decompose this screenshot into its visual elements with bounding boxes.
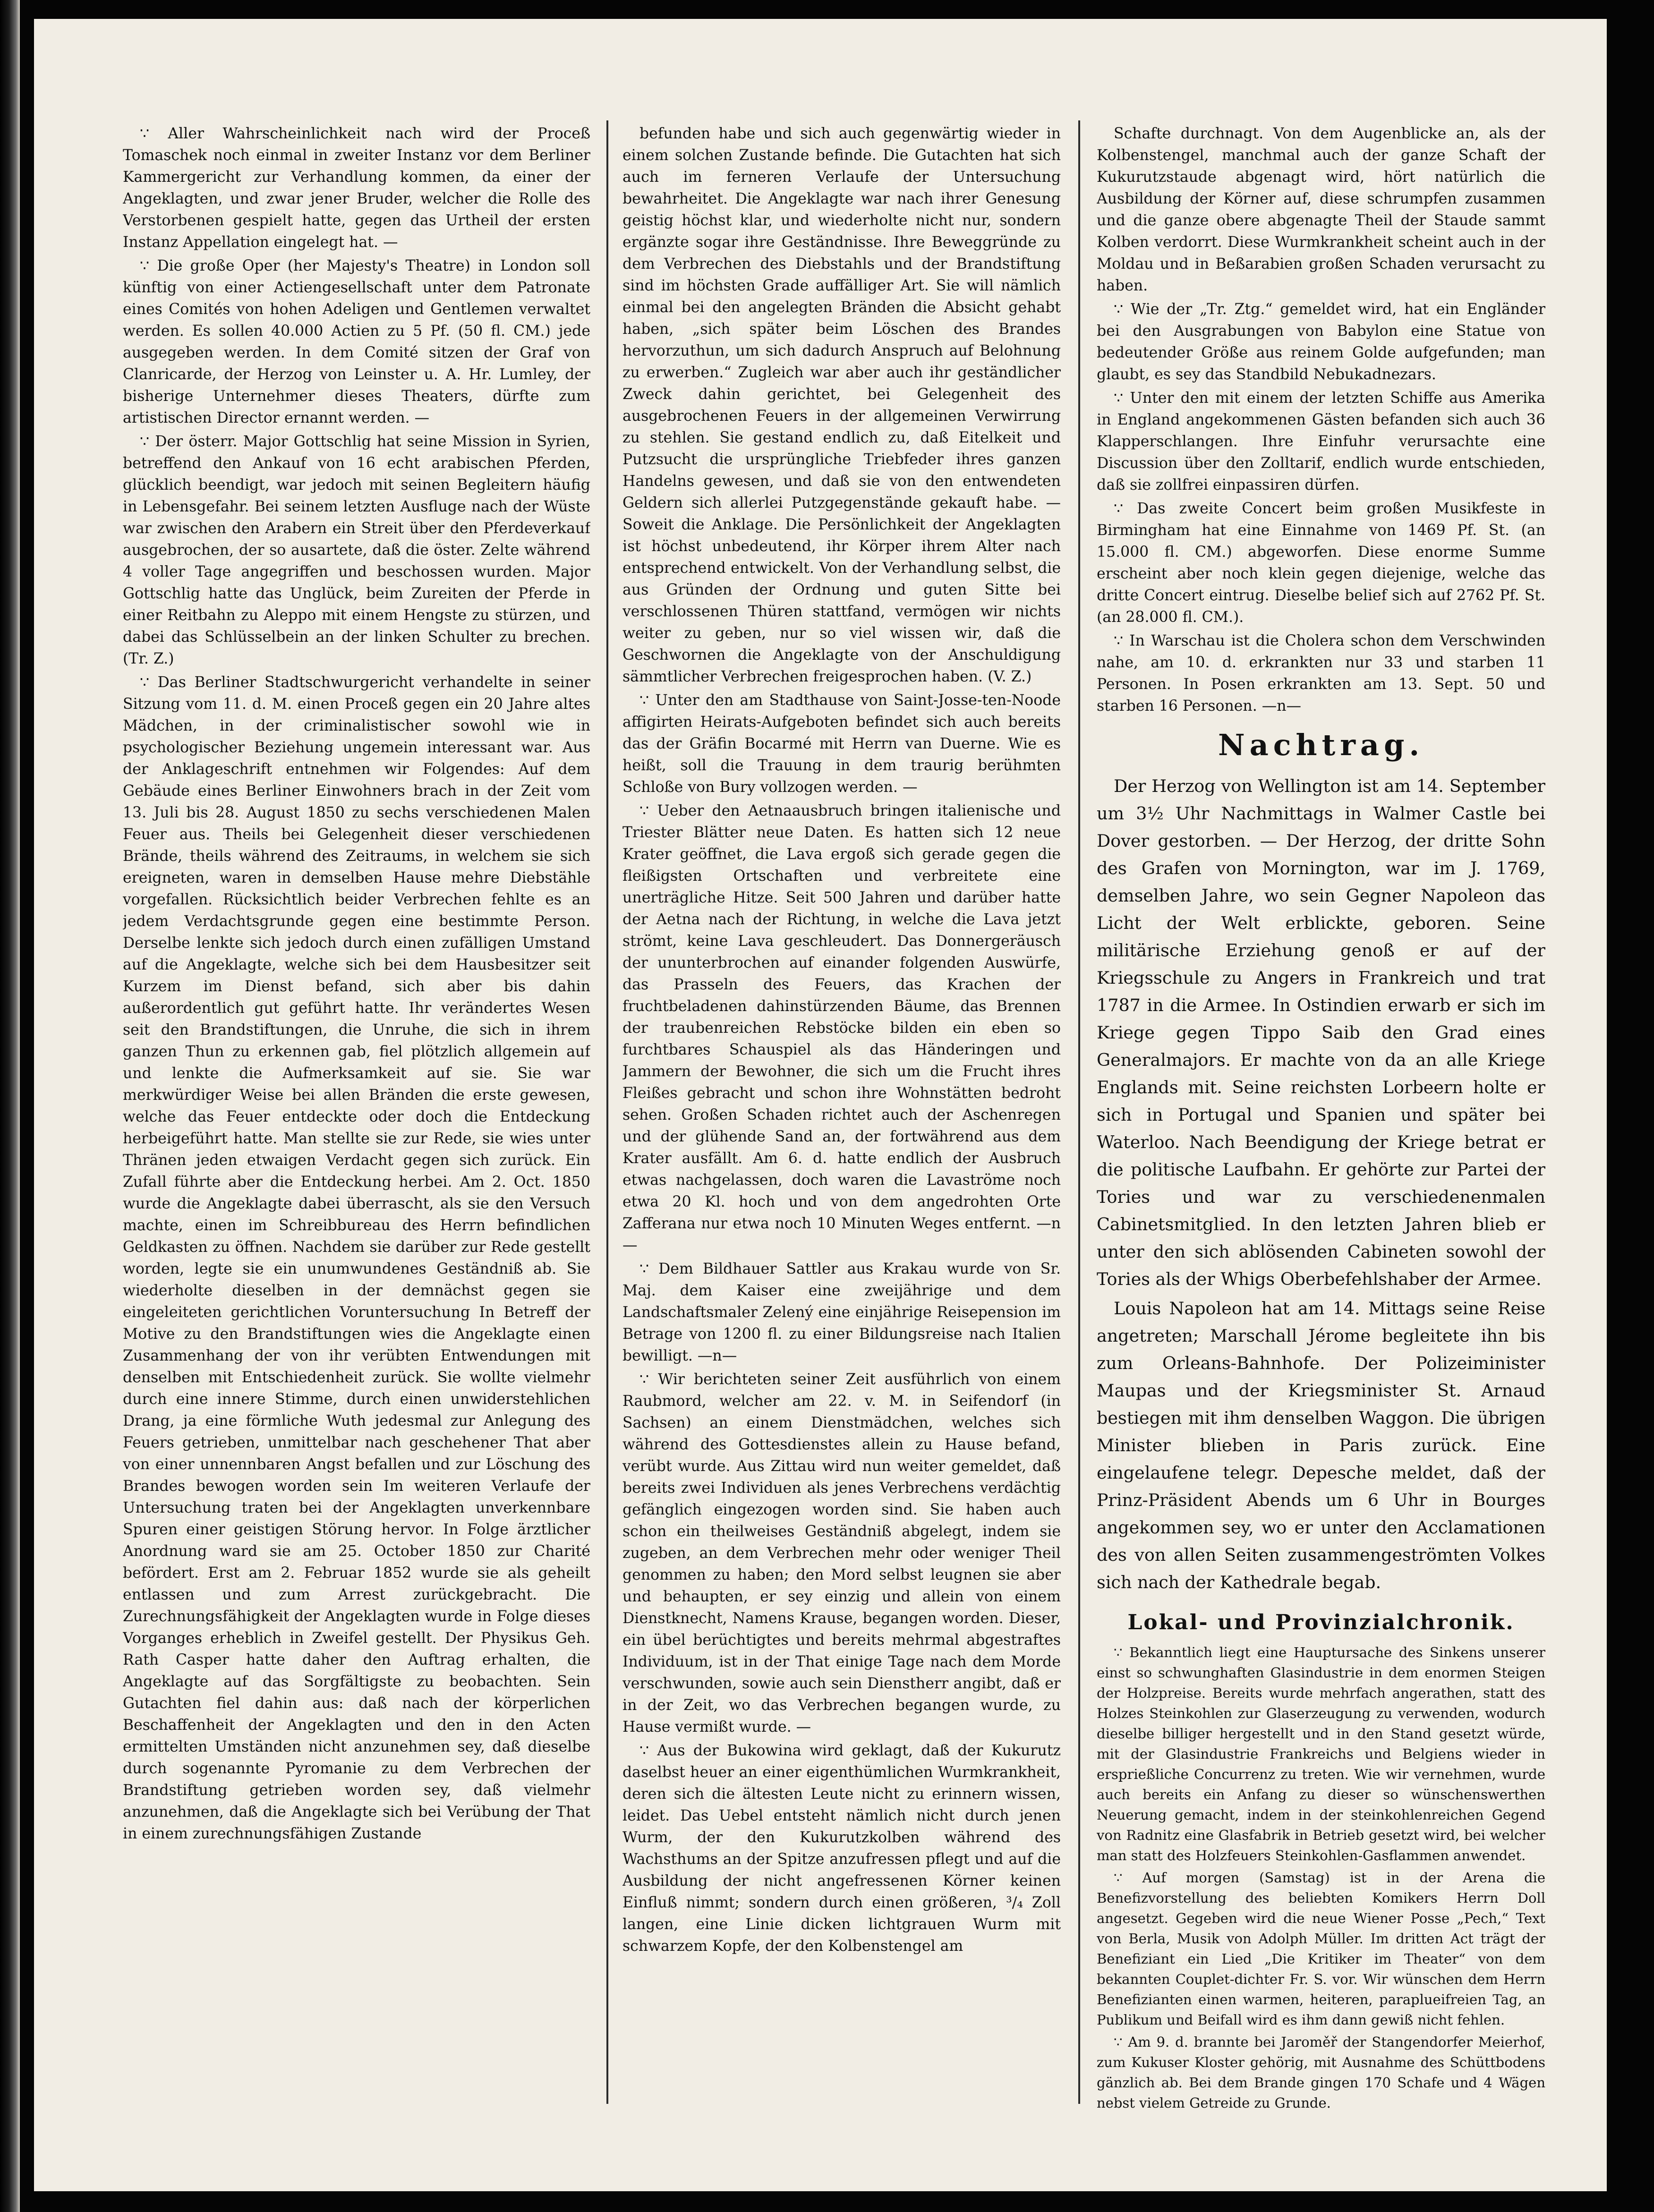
- nachtrag-section: [1097, 773, 1545, 1596]
- article-louis-napoleon: Louis Napoleon hat am 14. Mittags seine Reise angetreten; Marschall Jérome begleitete ihn bis zum Orleans-Bahnhofe. Der Polizeiminister Maupas und der Kriegsminister St. Arnaud bestiegen mit ihm denselben Waggon. Die übrigen Minister blieben in Paris zurück. Eine eingelaufene telegr. Depesche meldet, daß der Prinz-Präsident Abends um 6 Uhr in Bourges angekommen sey, wo er unter den Acclamationen des von allen Seiten zusammengeströmten Volkes sich nach der Kathedrale begab.: [1097, 1298, 1545, 1592]
- article-wellington: Der Herzog von Wellington ist am 14. September um 3½ Uhr Nachmittags in Walmer Castle bei Dover gestorben. — Der Herzog, der dritte Sohn des Grafen von Mornington, war im J. 1769, demselben Jahre, wo sein Gegner Napoleon das Licht der Welt erblickte, geboren. Seine militärische Erziehung genoß er auf der Kriegsschule zu Angers in Frankreich und trat 1787 in die Armee. In Ostindien erwarb er sich im Kriege gegen Tippo Saib den Grad eines Generalmajors. Er machte von da an alle Kriege Englands mit. Seine reichsten Lorbeern holte er sich in Portugal und Spanien und später bei Waterloo. Nach Beendigung der Kriege betrat er die politische Laufbahn. Er gehörte zur Partei der Tories und war zu verschiedenenmalen Cabinetsmitglied. In den letzten Jahren blieb er unter den sich ablösenden Cabineten sowohl der Tories als der Whigs Oberbefehlshaber der Armee.: [1097, 776, 1545, 1289]
- article-bukowina-cont: Schafte durchnagt. Von dem Augenblicke an, als der Kolbenstengel, manchmal auch der ganze Schaft der Kukurutzstaude abgenagt wird, hört natürlich die Ausbildung der Körner auf, diese schrumpfen zusammen und die ganze obere abgenagte Theil der Staude sammt Kolben verdorrt. Diese Wurmkrankheit scheint auch in der Moldau und in Beßarabien großen Schaden verursacht zu haben.: [1097, 125, 1545, 294]
- article-arena-doll: ∵ Auf morgen (Samstag) ist in der Arena die Benefizvorstellung des beliebten Komikers Herrn Doll angesetzt. Gegeben wird die neue Wiener Posse „Pech,“ Text von Berla, Musik von Adolph Müller. Im dritten Act trägt der Benefiziant ein Lied „Die Kritiker im Theater“ von dem bekannten Couplet-dichter Fr. S. vor. Wir wünschen dem Herrn Benefizianten einen warmen, heiteren, paraplueifreien Tag, an Publikum und Beifall wird es ihm dann gewiß nicht fehlen.: [1097, 1870, 1545, 2028]
- lokal-heading: Lokal- und Provinzialchronik.: [1127, 1610, 1515, 1634]
- page-fold-shadow: [0, 0, 20, 2212]
- article-aetna: ∵ Ueber den Aetnaausbruch bringen italienische und Triester Blätter neue Daten. Es hatten sich 12 neue Krater geöffnet, die Lava ergoß sich gerade gegen die fleißigsten Ortschaften und verbreitete eine unerträgliche Hitze. Seit 500 Jahren und darüber hatte der Aetna nach der Richtung, in welche die Lava jetzt strömt, keine Lava geschleudert. Das Donnergeräusch der ununterbrochen auf einander folgenden Auswürfe, das Prasseln des Feuers, das Krachen der fruchtbeladenen dahinstürzenden Bäume, das Brennen der traubenreichen Rebstöcke bilden ein eben so furchtbares Schauspiel als das Händeringen und Jammern der Bewohner, die sich um die Frucht ihres Fleißes gebracht und schon ihre Wohnstätten bedroht sehen. Großen Schaden richtet auch der Aschenregen und der glühende Sand an, der fortwährend aus dem Krater ausfällt. Am 6. d. hatte endlich der Ausbruch etwas nachgelassen, doch waren die Lavaströme noch etwa 20 Kl. hoch und von dem angedrohten Orte Zafferana nur etwa noch 10 Minuten Weges entfernt. —n—: [622, 802, 1061, 1254]
- column-2: [622, 123, 1061, 2139]
- nachtrag-heading: Nachtrag.: [1218, 728, 1424, 762]
- article-berlin-court-cont: befunden habe und sich auch gegenwärtig wieder in einem solchen Zustande befinde. Die Gutachten hat sich auch im ferneren Verlaufe der Untersuchung bewahrheitet. Die Angeklagte war nach ihrer Genesung geistig höchst klar, und wiederholte nicht nur, sondern ergänzte sogar ihre Geständnisse. Ihre Beweggründe zu dem Verbrechen des Diebstahls und der Brandstiftung sind im höchsten Grade auffälliger Art. Sie will nämlich einmal bei den angelegten Bränden die Absicht gehabt haben, „sich später beim Löschen des Brandes hervorzuthun, um sich dadurch Anspruch auf Belohnung zu erwerben.“ Zugleich war aber auch ihr geständlicher Zweck dahin gerichtet, bei Gelegenheit des ausgebrochenen Feuers in der allgemeinen Verwirrung zu stehlen. Sie gestand endlich zu, daß Eitelkeit und Putzsucht die ursprüngliche Triebfeder ihres ganzen Handelns gewesen, und daß sie von den entwendeten Geldern sich allerlei Putzgegenstände gekauft habe. — Soweit die Anklage. Die Persönlichkeit der Angeklagten ist höchst unbedeutend, ihr Körper ihrem Alter nach entsprechend entwickelt. Von der Verhandlung selbst, die aus Gründen der Ordnung und guten Sitte bei verschlossenen Thüren stattfand, vermögen wir nichts weiter zu geben, nur so viel wissen wir, daß die Geschwornen die Angeklagte von der Anschuldigung sämmtlicher Verbrechen freigesprochen haben. (V. Z.): [622, 125, 1061, 685]
- column-rule-1: [606, 120, 608, 2104]
- article-jaromer-brand: ∵ Am 9. d. brannte bei Jaroměř der Stangendorfer Meierhof, zum Kukuser Kloster gehörig, mit Ausnahme des Schüttbodens gänzlich ab. Bei dem Brande gingen 170 Schafe und 4 Wägen nebst vielem Getreide zu Grunde.: [1097, 2034, 1545, 2111]
- column-3: [1097, 123, 1545, 2139]
- article-warschau: ∵ In Warschau ist die Cholera schon dem Verschwinden nahe, am 10. d. erkrankten nur 33 und starben 11 Personen. In Posen erkrankten am 13. Sept. 50 und starben 16 Personen. —n—: [1097, 632, 1545, 715]
- article-klapperschlangen: ∵ Unter den mit einem der letzten Schiffe aus Amerika in England angekommenen Gästen befanden sich auch 36 Klapperschlangen. Ihre Einfuhr verursachte eine Discussion über den Zolltarif, endlich wurde entschieden, daß sie zollfrei einpassiren dürfen.: [1097, 390, 1545, 493]
- article-bocarme: ∵ Unter den am Stadthause von Saint-Josse-ten-Noode affigirten Heirats-Aufgeboten befindet sich auch bereits das der Gräfin Bocarmé mit Herrn van Duerne. Wie es heißt, soll die Trauung in dem traurig berühmten Schloße von Bury vollzogen werden. —: [622, 692, 1061, 796]
- article-bukowina: ∵ Aus der Bukowina wird geklagt, daß der Kukurutz daselbst heuer an einer eigenthümlichen Wurmkrankheit, deren sich die ältesten Leute nicht zu erinnern wissen, leidet. Das Uebel entsteht nämlich nicht durch jenen Wurm, der den Kukurutzkolben während des Wachsthums an der Spitze anzufressen pflegt und auf die Ausbildung der nicht angefressenen Körner keinen Einfluß nimmt; sondern durch einen größeren, ³/₄ Zoll langen, eine Linie dicken lichtgrauen Wurm mit schwarzem Kopfe, der den Kolbenstengel am: [622, 1742, 1061, 1955]
- article-berlin-court: ∵ Das Berliner Stadtschwurgericht verhandelte in seiner Sitzung vom 11. d. M. einen Proceß gegen ein 20 Jahre altes Mädchen, in der criminalistischer sowohl wie in psychologischer Beziehung ungemein interessant war. Aus der Anklageschrift entnehmen wir Folgendes: Auf dem Gebäude eines Berliner Einwohners brach in der Zeit vom 13. Juli bis 28. August 1850 zu sechs verschiedenen Malen Feuer aus. Theils bei Gelegenheit dieser verschiedenen Brände, theils während des Zeitraums, in welchem sie sich ereigneten, waren in demselben Hause mehre Diebstähle vorgefallen. Rücksichtlich beider Verbrechen fehlte es an jedem Verdachtsgrunde gegen eine bestimmte Person. Derselbe lenkte sich jedoch durch einen zufälligen Umstand auf die Angeklagte, welche sich bei dem Hausbesitzer seit Kurzem im Dienst befand, sich aber bis dahin außerordentlich gut geführt hatte. Ihr verändertes Wesen seit den Brandstiftungen, die Unruhe, die sich in ihrem ganzen Thun zu erkennen gab, fiel plötzlich allgemein auf und lenkte die Aufmerksamkeit auf sie. Sie war merkwürdiger Weise bei allen Bränden die erste gewesen, welche das Feuer entdeckte oder doch die Entdeckung herbeigeführt hatte. Man stellte sie zur Rede, sie wies unter Thränen jeden etwaigen Verdacht gegen sich zurück. Ein Zufall führte aber die Entdeckung herbei. Am 2. Oct. 1850 wurde die Angeklagte dabei überrascht, als sie den Versuch machte, einen im Schreibbureau des Herrn befindlichen Geldkasten zu öffnen. Nachdem sie darüber zur Rede gestellt worden, legte sie ein unumwundenes Geständniß ab. Sie wiederholte dieselben in der demnächst gegen sie eingeleiteten gerichtlichen Voruntersuchung In Betreff der Motive zu den Brandstiftungen wies die Angeklagte einen Zusammenhang der von ihr verübten Entwendungen mit denselben mit Entschiedenheit zurück. Sie wollte vielmehr durch eine innere Stimme, durch einen unwiderstehlichen Drang, ja eine förmliche Wuth jedesmal zur Anlegung des Feuers getrieben, unmittelbar nach geschehener That aber von einer unnennbaren Angst befallen und zur Löschung des Brandes bewogen worden sein Im weiteren Verlaufe der Untersuchung traten bei der Angeklagten unverkennbare Spuren einer geistigen Störung hervor. In Folge ärztlicher Anordnung ward sie am 25. October 1850 zur Charité befördert. Erst am 2. Februar 1852 wurde sie als geheilt entlassen und zum Arrest zurückgebracht. Die Zurechnungsfähigkeit der Angeklagten wurde in Folge dieses Vorganges erheblich in Zweifel gestellt. Der Physikus Geh. Rath Casper hatte daher den Auftrag erhalten, die Angeklagte auf das Sorgfältigste zu beobachten. Sein Gutachten fiel dahin aus: daß nach der körperlichen Beschaffenheit der Angeklagten und den in den Acten ermittelten Umständen nicht anzunehmen sey, daß dieselbe durch sogenannte Pyromanie zu dem Verbrechen der Brandstiftung getrieben worden sey, daß vielmehr anzunehmen, daß die Angeklagte sich bei Verübung der That in einem zurechnungsfähigen Zustande: [123, 674, 590, 1842]
- column-rule-2: [1078, 120, 1080, 2104]
- article-london-opera: ∵ Die große Oper (her Majesty's Theatre) in London soll künftig von einer Actiengesellschaft unter dem Patronate eines Comités von hohen Adeligen und Gentlemen verwaltet werden. Es sollen 40.000 Actien zu 5 Pf. (50 fl. CM.) jede ausgegeben werden. In dem Comité sitzen der Graf von Clanricarde, der Herzog von Leinster u. A. Hr. Lumley, der bisherige Unternehmer dieses Theaters, dürfte zum artistischen Director ernannt werden. —: [123, 257, 590, 426]
- lokal-section: [1097, 1642, 1545, 2113]
- article-tomaschek: ∵ Aller Wahrscheinlichkeit nach wird der Proceß Tomaschek noch einmal in zweiter Instanz vor dem Berliner Kammergericht zur Verhandlung kommen, da einer der Angeklagten, und zwar jener Bruder, welcher die Rolle des Verstorbenen gespielt hatte, gegen das Urtheil der ersten Instanz Appellation eingelegt hat. —: [123, 125, 590, 251]
- article-raubmord: ∵ Wir berichteten seiner Zeit ausführlich von einem Raubmord, welcher am 22. v. M. in Seifendorf (in Sachsen) an einem Dienstmädchen, welches sich während des Gottesdienstes allein zu Hause befand, verübt wurde. Aus Zittau wird nun weiter gemeldet, daß bereits zwei Individuen als jenes Verbrechens verdächtig gefänglich eingezogen worden sind. Sie haben auch schon ein theilweises Geständniß abgelegt, indem sie zugeben, an dem Verbrechen mehr oder weniger Theil genommen zu haben; den Mord selbst leugnen sie aber und behaupten, er sey einzig und allein von einem Dienstknecht, Namens Krause, begangen worden. Dieser, ein übel berüchtigtes und bereits mehrmal abgestraftes Individuum, ist in der That einige Tage nach dem Morde verschwunden, sowie auch sein Dienstherr angibt, daß er in der Zeit, wo das Verbrechen begangen wurde, zu Hause vermißt wurde. —: [622, 1371, 1061, 1736]
- article-sattler: ∵ Dem Bildhauer Sattler aus Krakau wurde von Sr. Maj. dem Kaiser eine zweijährige und dem Landschaftsmaler Zelený eine einjährige Reisepension im Betrage von 1200 fl. zu einer Bildungsreise nach Italien bewilligt. —n—: [622, 1260, 1061, 1364]
- article-gottschlig: ∵ Der österr. Major Gottschlig hat seine Mission in Syrien, betreffend den Ankauf von 16 echt arabischen Pferden, glücklich beendigt, war jedoch mit seinen Begleitern häufig in Lebensgefahr. Bei seinem letzten Ausfluge nach der Wüste war zwischen den Arabern ein Streit über den Pferdeverkauf ausgebrochen, der so ausartete, daß die öster. Zelte während 4 voller Tage angegriffen und beschossen wurden. Major Gottschlig hatte das Unglück, beim Zureiten der Pferde in einer Reitbahn zu Aleppo mit einem Hengste zu stürzen, und dabei das Schlüsselbein an der linken Schulter zu brechen. (Tr. Z.): [123, 433, 590, 667]
- article-birmingham: ∵ Das zweite Concert beim großen Musikfeste in Birmingham hat eine Einnahme von 1469 Pf. St. (an 15.000 fl. CM.) abgeworfen. Diese enorme Summe erscheint aber noch klein gegen diejenige, welche das dritte Concert eintrug. Dieselbe belief sich auf 2762 Pf. St. (an 28.000 fl. CM.).: [1097, 500, 1545, 626]
- column-1: [123, 123, 590, 2139]
- article-babylon: ∵ Wie der „Tr. Ztg.“ gemeldet wird, hat ein Engländer bei den Ausgrabungen von Babylon eine Statue von bedeutender Größe aus reinem Golde aufgefunden; man glaubt, es sey das Standbild Nebukadnezars.: [1097, 301, 1545, 383]
- article-glasindustrie: ∵ Bekanntlich liegt eine Hauptursache des Sinkens unserer einst so schwunghaften Glasindustrie in dem enormen Steigen der Holzpreise. Bereits wurde mehrfach angerathen, statt des Holzes Steinkohlen zur Glaserzeugung zu verwenden, wodurch dieselbe billiger hergestellt und in den Stand gesetzt würde, mit der Glasindustrie Frankreichs und Belgiens wieder in ersprießliche Concurrenz zu treten. Wie wir vernehmen, wurde auch bereits ein Anfang zu dieser so wünschenswerthen Neuerung gemacht, indem in der steinkohlenreichen Gegend von Radnitz eine Glasfabrik in Betrieb gesetzt wird, bei welcher man statt des Holzfeuers Steinkohlen-Gasflammen anwendet.: [1097, 1644, 1545, 1863]
